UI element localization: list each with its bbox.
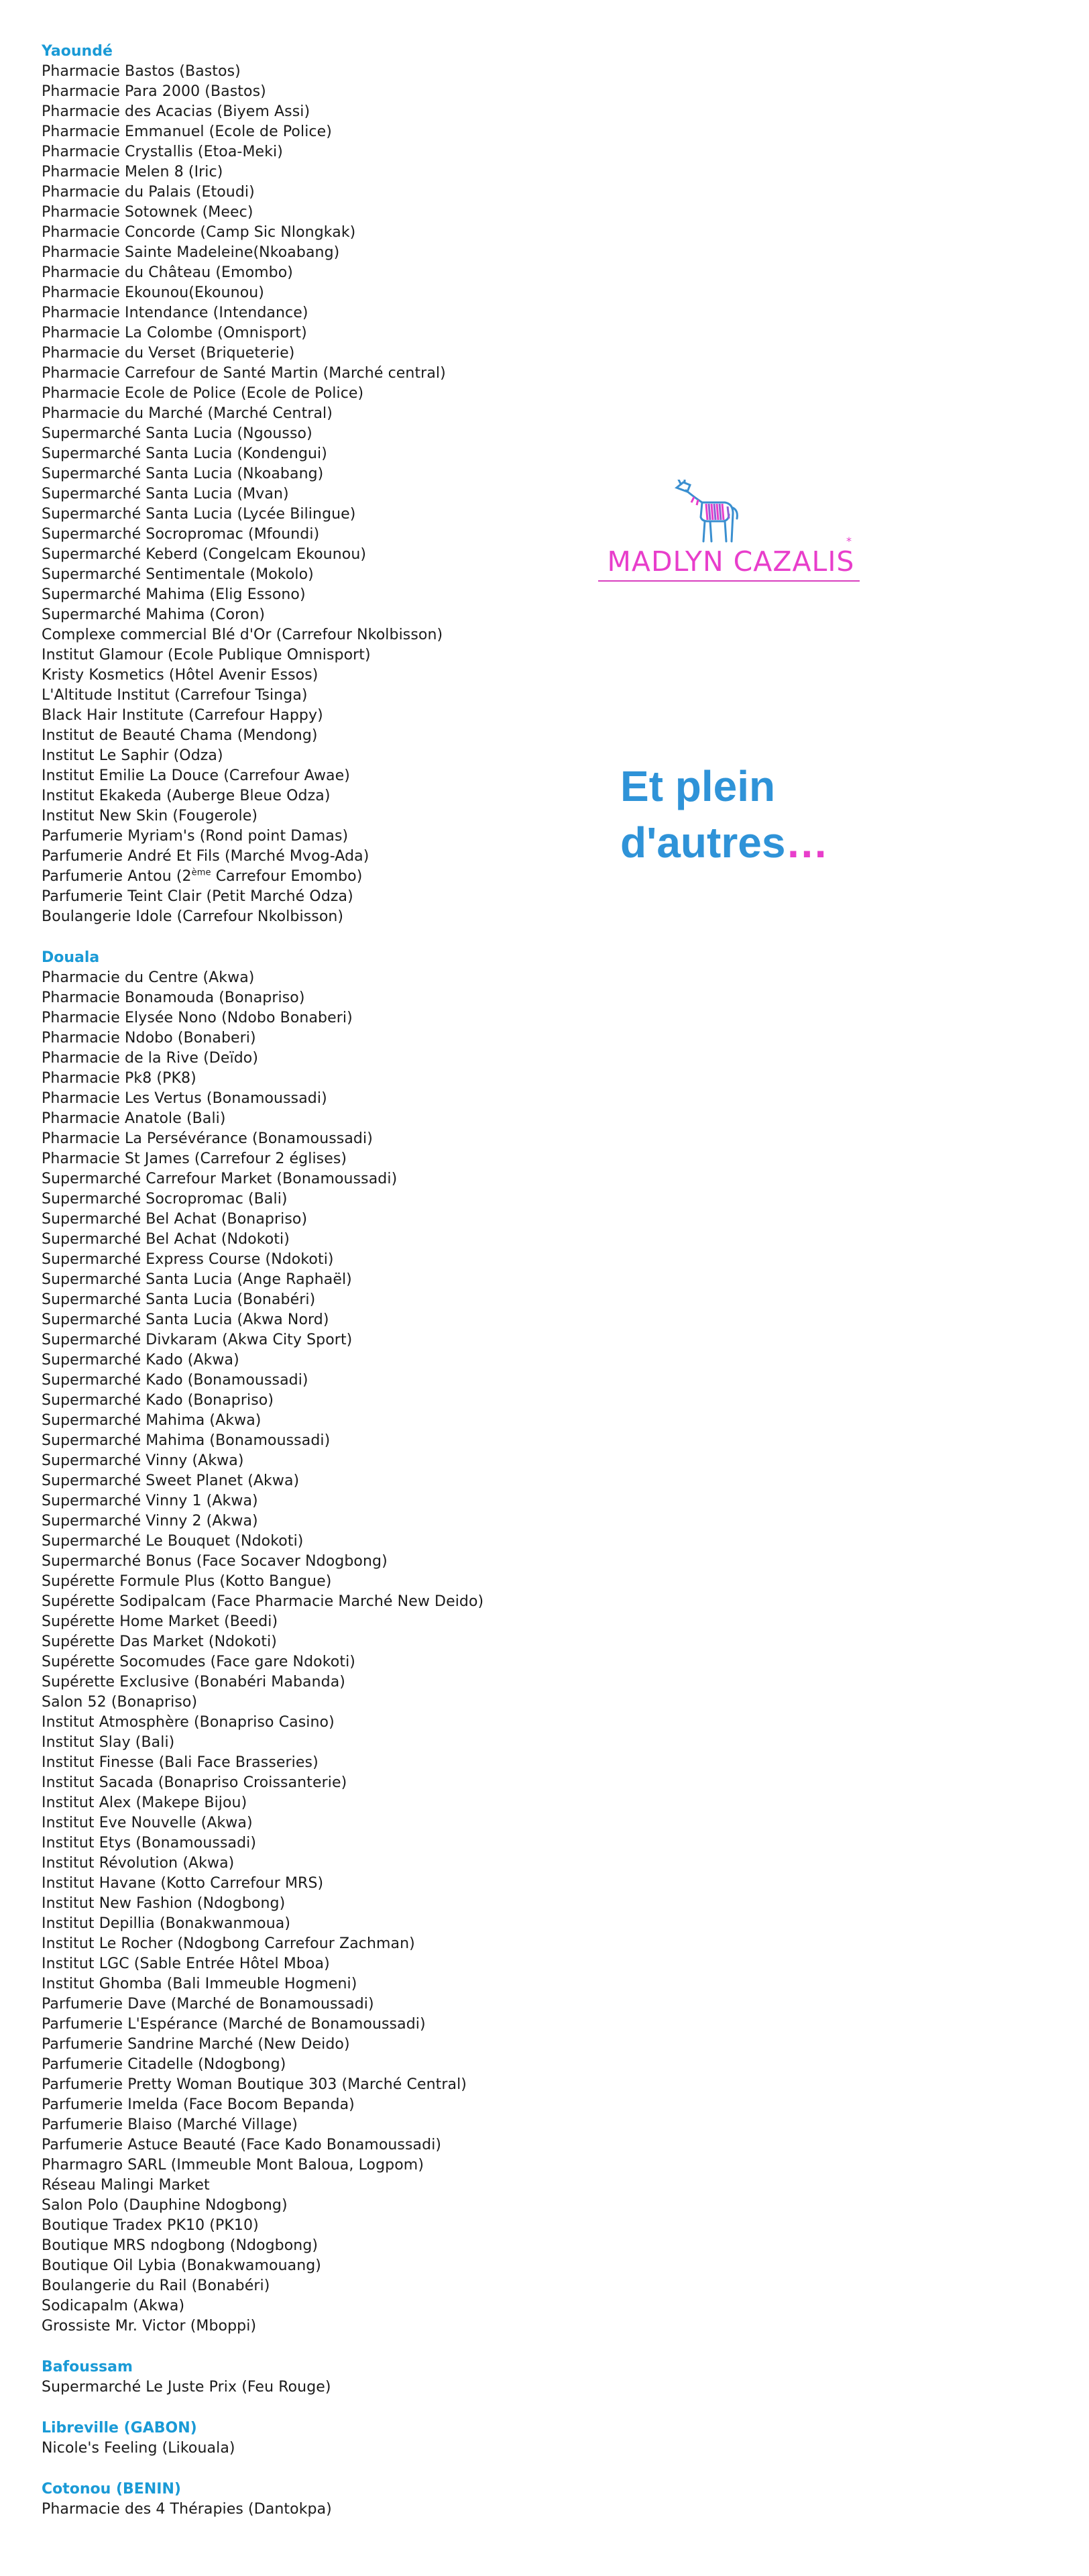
store-item: L'Altitude Institut (Carrefour Tsinga) [42,687,308,704]
store-item: Pharmacie Ekounou(Ekounou) [42,284,264,301]
store-item: Supermarché Socropromac (Mfoundi) [42,526,320,543]
store-item: Institut Le Rocher (Ndogbong Carrefour Zachman) [42,1935,415,1952]
store-item: Pharmacie Anatole (Bali) [42,1110,226,1127]
tagline-line-2 [620,814,969,871]
store-item: Parfumerie L'Espérance (Marché de Bonamoussadi) [42,2016,426,2033]
store-item: Supermarché Kado (Akwa) [42,1352,239,1368]
section-libreville [42,2418,645,2459]
store-item: Parfumerie Astuce Beauté (Face Kado Bonamoussadi) [42,2137,442,2153]
store-item: Supermarché Bel Achat (Bonapriso) [42,1211,308,1228]
store-item: Institut New Skin (Fougerole) [42,808,258,824]
store-item: Supermarché Express Course (Ndokoti) [42,1251,334,1268]
store-item: Institut Etys (Bonamoussadi) [42,1835,257,1851]
city-heading: Bafoussam [42,2359,133,2375]
section-cotonou [42,2479,645,2520]
store-item: Pharmacie Sotownek (Meec) [42,204,253,221]
brand-star: * [846,535,852,547]
store-item: Institut Sacada (Bonapriso Croissanterie) [42,1774,347,1791]
store-item: Supermarché Vinny 2 (Akwa) [42,1513,258,1529]
store-item: Pharmacie Pk8 (PK8) [42,1070,196,1087]
store-item: Supermarché Mahima (Akwa) [42,1412,262,1429]
store-item: Supermarché Kado (Bonamoussadi) [42,1372,308,1389]
store-item: Supermarché Mahima (Bonamoussadi) [42,1432,331,1449]
store-item: Supermarché Socropromac (Bali) [42,1191,288,1208]
store-item: Pharmacie Emmanuel (Ecole de Police) [42,123,332,140]
store-item: Pharmacie Les Vertus (Bonamoussadi) [42,1090,327,1107]
store-item: Supermarché Sentimentale (Mokolo) [42,566,314,583]
store-item: Institut Le Saphir (Odza) [42,747,223,764]
section-bafoussam [42,2357,645,2398]
store-item: Supermarché Bel Achat (Ndokoti) [42,1231,290,1248]
store-item: Salon 52 (Bonapriso) [42,1694,198,1711]
store-item: Parfumerie Sandrine Marché (New Deido) [42,2036,350,2053]
store-item: Institut Finesse (Bali Face Brasseries) [42,1754,319,1771]
store-item: Supermarché Mahima (Elig Essono) [42,586,306,603]
store-item: Boulangerie Idole (Carrefour Nkolbisson) [42,908,344,925]
store-item: Supermarché Keberd (Congelcam Ekounou) [42,546,367,563]
store-item: Parfumerie Blaiso (Marché Village) [42,2116,298,2133]
store-item: Supermarché Santa Lucia (Bonabéri) [42,1291,316,1308]
store-item: Parfumerie Dave (Marché de Bonamoussadi) [42,1996,374,2012]
city-heading: Yaoundé [42,43,113,60]
store-item: Supermarché Sweet Planet (Akwa) [42,1472,300,1489]
store-item: Parfumerie Imelda (Face Bocom Bepanda) [42,2096,355,2113]
store-item: Parfumerie André Et Fils (Marché Mvog-Ada) [42,848,369,865]
store-item: Institut Eve Nouvelle (Akwa) [42,1815,253,1831]
store-item: Pharmacie Ndobo (Bonaberi) [42,1030,256,1046]
store-item: Institut Ekakeda (Auberge Bleue Odza) [42,788,331,804]
brand-underline [598,580,860,582]
store-item: Institut Havane (Kotto Carrefour MRS) [42,1875,324,1892]
tagline [620,758,969,871]
store-list [42,2377,645,2398]
store-item: Pharmacie Ecole de Police (Ecole de Police) [42,385,364,402]
store-item: Pharmacie du Palais (Etoudi) [42,184,255,201]
store-item: Boulangerie du Rail (Bonabéri) [42,2277,270,2294]
store-item: Parfumerie Antou (2ème Carrefour Emombo) [42,867,363,885]
store-list [42,2438,645,2459]
store-item: Black Hair Institute (Carrefour Happy) [42,707,323,724]
store-item: Supermarché Vinny 1 (Akwa) [42,1493,258,1509]
store-item: Pharmacie Para 2000 (Bastos) [42,83,266,100]
store-item: Supermarché Santa Lucia (Kondengui) [42,445,327,462]
store-item: Supermarché Le Bouquet (Ndokoti) [42,1533,304,1550]
store-item: Institut Glamour (Ecole Publique Omnisport) [42,647,371,663]
store-item: Supérette Formule Plus (Kotto Bangue) [42,1573,332,1590]
store-item: Supermarché Mahima (Coron) [42,606,266,623]
store-item: Réseau Malingi Market [42,2177,210,2194]
store-item: Boutique Oil Lybia (Bonakwamouang) [42,2257,321,2274]
store-item: Parfumerie Myriam's (Rond point Damas) [42,828,349,845]
store-item: Institut Révolution (Akwa) [42,1855,235,1872]
store-list [42,2500,645,2520]
zebra-icon [667,480,741,544]
store-item: Supermarché Santa Lucia (Nkoabang) [42,466,324,482]
store-item: Nicole's Feeling (Likouala) [42,2440,235,2457]
store-list [42,62,645,927]
tagline-text: d'autres [620,818,786,867]
store-item: Supermarché Divkaram (Akwa City Sport) [42,1332,353,1348]
store-item: Boutique Tradex PK10 (PK10) [42,2217,259,2234]
store-item: Grossiste Mr. Victor (Mboppi) [42,2318,257,2334]
store-item: Supérette Home Market (Beedi) [42,1613,278,1630]
city-heading: Douala [42,949,100,966]
store-item: Boutique MRS ndogbong (Ndogbong) [42,2237,319,2254]
store-item: Supérette Exclusive (Bonabéri Mabanda) [42,1674,345,1690]
store-item: Parfumerie Pretty Woman Boutique 303 (Marché Central) [42,2076,467,2093]
brand-logo [597,480,865,587]
store-item: Institut Slay (Bali) [42,1734,175,1751]
tagline-line-1: Et plein [620,762,776,810]
store-item: Pharmacie La Colombe (Omnisport) [42,325,307,341]
store-item: Pharmacie St James (Carrefour 2 églises) [42,1150,347,1167]
brand-name: MADLYN CAZALIS [607,545,855,578]
store-item: Complexe commercial Blé d'Or (Carrefour Nkolbisson) [42,627,443,643]
store-item: Pharmacie La Persévérance (Bonamoussadi) [42,1130,373,1147]
store-item: Institut de Beauté Chama (Mendong) [42,727,318,744]
store-item: Pharmacie des Acacias (Biyem Assi) [42,103,310,120]
store-item: Sodicapalm (Akwa) [42,2298,185,2314]
store-item: Institut LGC (Sable Entrée Hôtel Mboa) [42,1955,330,1972]
store-item: Supermarché Kado (Bonapriso) [42,1392,274,1409]
stockist-list [42,42,645,2540]
store-item: Pharmacie Intendance (Intendance) [42,305,308,321]
store-item: Supermarché Santa Lucia (Ange Raphaël) [42,1271,352,1288]
store-item: Pharmacie Crystallis (Etoa-Meki) [42,144,283,160]
store-item: Pharmacie Elysée Nono (Ndobo Bonaberi) [42,1010,353,1026]
store-item: Pharmacie Bonamouda (Bonapriso) [42,989,305,1006]
section-douala [42,948,645,2337]
store-item: Supermarché Le Juste Prix (Feu Rouge) [42,2379,331,2396]
tagline-ellipsis: … [785,818,829,867]
store-item: Pharmacie Bastos (Bastos) [42,63,241,80]
store-item: Supermarché Bonus (Face Socaver Ndogbong) [42,1553,388,1570]
store-item: Kristy Kosmetics (Hôtel Avenir Essos) [42,667,319,684]
city-heading: Cotonou (BENIN) [42,2481,181,2498]
store-item: Pharmacie Concorde (Camp Sic Nlongkak) [42,224,356,241]
store-item: Supermarché Santa Lucia (Akwa Nord) [42,1311,329,1328]
store-item: Pharmagro SARL (Immeuble Mont Baloua, Logpom) [42,2157,424,2174]
store-item: Parfumerie Citadelle (Ndogbong) [42,2056,286,2073]
store-list [42,968,645,2337]
store-item: Supermarché Vinny (Akwa) [42,1452,244,1469]
store-item: Pharmacie Melen 8 (Iric) [42,164,223,180]
store-item: Supérette Das Market (Ndokoti) [42,1633,277,1650]
store-item: Supermarché Santa Lucia (Ngousso) [42,425,312,442]
store-item: Institut Atmosphère (Bonapriso Casino) [42,1714,335,1731]
store-item: Pharmacie des 4 Thérapies (Dantokpa) [42,2501,332,2518]
store-item: Institut Emilie La Douce (Carrefour Awae) [42,767,350,784]
store-item: Pharmacie du Château (Emombo) [42,264,293,281]
store-item: Parfumerie Teint Clair (Petit Marché Odza) [42,888,353,905]
section-yaounde [42,42,645,927]
store-item: Salon Polo (Dauphine Ndogbong) [42,2197,288,2214]
store-item: Pharmacie du Verset (Briqueterie) [42,345,295,362]
store-item: Institut New Fashion (Ndogbong) [42,1895,286,1912]
store-item: Supérette Socomudes (Face gare Ndokoti) [42,1654,355,1670]
store-item: Institut Ghomba (Bali Immeuble Hogmeni) [42,1976,357,1992]
store-item: Pharmacie Sainte Madeleine(Nkoabang) [42,244,340,261]
city-heading: Libreville (GABON) [42,2420,197,2436]
store-item: Institut Alex (Makepe Bijou) [42,1794,247,1811]
store-item: Supermarché Carrefour Market (Bonamoussadi) [42,1171,398,1187]
store-item: Institut Depillia (Bonakwanmoua) [42,1915,291,1932]
store-item: Pharmacie de la Rive (Deïdo) [42,1050,259,1067]
store-item: Pharmacie du Marché (Marché Central) [42,405,333,422]
store-item: Supermarché Santa Lucia (Lycée Bilingue) [42,506,356,523]
store-item: Pharmacie du Centre (Akwa) [42,969,255,986]
store-item: Supermarché Santa Lucia (Mvan) [42,486,289,502]
store-item: Supérette Sodipalcam (Face Pharmacie Marché New Deido) [42,1593,484,1610]
store-item: Pharmacie Carrefour de Santé Martin (Marché central) [42,365,446,382]
